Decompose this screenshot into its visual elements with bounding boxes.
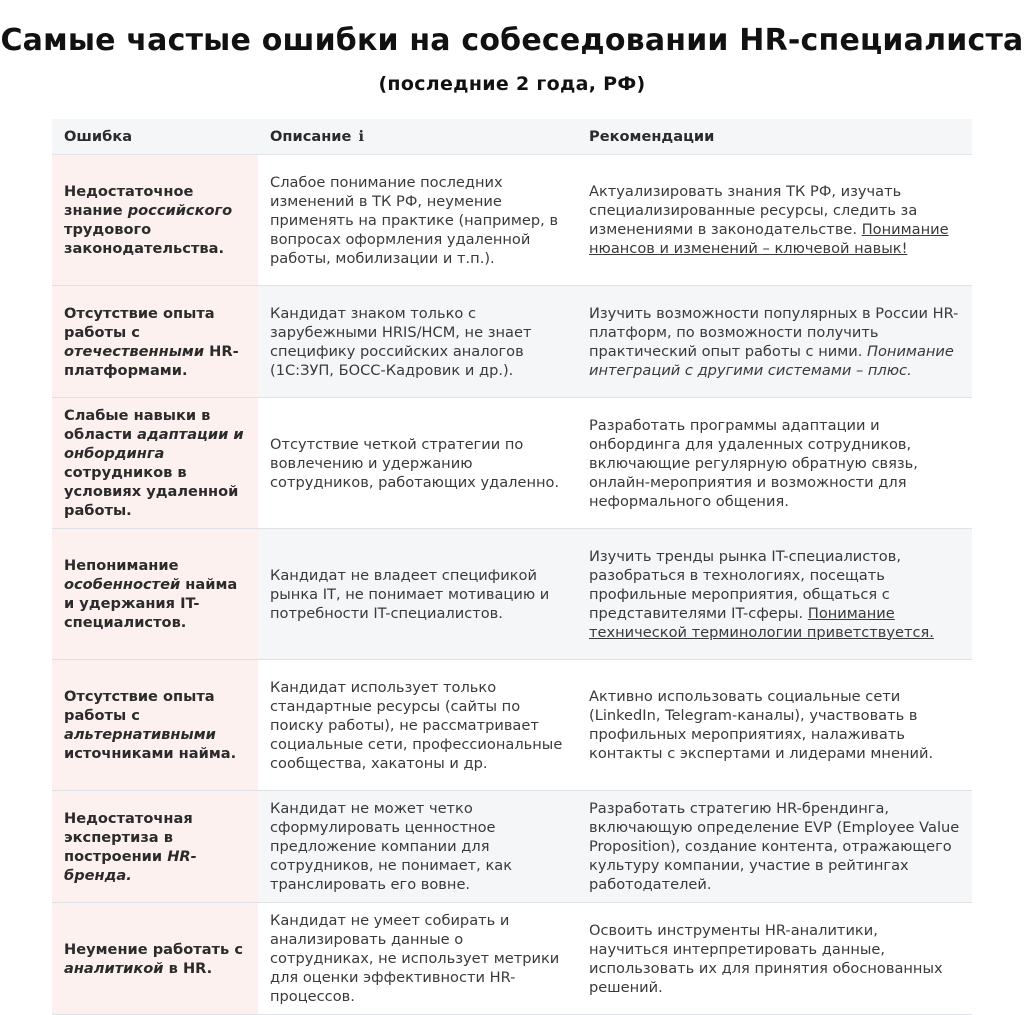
page-title [0,0,1024,104]
description-cell [258,529,577,660]
error-text: Отсутствие опыта работы с [64,304,215,341]
table-row [52,791,972,903]
header-error [52,119,258,155]
header-error-label: Ошибка [64,128,133,145]
table-row [52,286,972,398]
recommendation-cell [577,398,972,529]
recommendation-cell [577,155,972,286]
header-description-label: Описание [270,128,352,145]
description-cell [258,660,577,791]
recommendation-text: Актуализировать знания ТК РФ, изучать специализированные ресурсы, следить за изменениями в законодательстве. [589,183,918,238]
description-text: Кандидат знаком только с зарубежными HRIS/HCM, не знает специфику российских аналогов (1С:ЗУП, БОСС-Кадровик и др.). [270,304,532,379]
error-cell [52,903,258,1015]
description-text: Кандидат не умеет собирать и анализировать данные о сотрудниках, не использует метрики для оценки эффективности HR-процессов. [270,912,560,1005]
recommendation-text: Разработать программы адаптации и онбординга для удаленных сотрудников, включающие регулярную обратную связь, онлайн-мероприятия и возможности для неформального общения. [589,416,918,510]
description-cell [258,155,577,286]
error-text: HR-платформами. [64,342,239,379]
error-text: Неумение работать с [64,940,243,958]
table-header [52,119,972,155]
error-text: сотрудников в условиях удаленной работы. [64,464,239,519]
error-cell [52,791,258,903]
header-recommendations [577,119,972,155]
error-text: источниками найма. [64,745,237,762]
error-text: Недостаточное знание [64,183,194,219]
description-cell [258,791,577,903]
description-cell [258,286,577,398]
error-text: Недостаточная экспертиза в построении [64,809,193,865]
table-row [52,398,972,529]
error-text: Отсутствие опыта работы с [64,688,215,724]
description-text: Отсутствие четкой стратегии по вовлечению и удержанию сотрудников, работающих удаленно. [270,435,560,491]
error-emphasis: особенностей [64,576,181,593]
recommendation-cell [577,903,972,1015]
error-cell [52,398,258,529]
error-text: трудового законодательства. [64,221,225,257]
recommendation-text: Разработать стратегию HR-брендинга, включающую определение EVP (Employee Value Proposition), создание контента, отражающего культуру компании, участие в рейтингах работодателей. [589,800,960,893]
error-emphasis: отечественными [64,342,205,360]
description-cell [258,903,577,1015]
recommendation-text: Изучить тренды рынка IT-специалистов, разобраться в технологиях, посещать профильные мероприятия, общаться с представителями IT-сферы. [589,547,901,622]
header-recommendations-label: Рекомендации [589,128,715,145]
table-row [52,155,972,286]
error-emphasis: аналитикой [64,959,164,977]
table-row [52,903,972,1015]
recommendation-cell [577,529,972,660]
description-text: Кандидат не может четко сформулировать ценностное предложение компании для сотрудников, не понимает, как транслировать его вовне. [270,800,513,893]
table-row [52,529,972,660]
errors-table [52,119,972,1015]
description-text: Слабое понимание последних изменений в ТК РФ, неумение применять на практике (например, в вопросах оформления удаленной работы, мобилизации и т.п.). [270,173,559,267]
recommendation-text: Активно использовать социальные сети (LinkedIn, Telegram-каналы), участвовать в профильных мероприятиях, налаживать контакты с экспертами и лидерами мнений. [589,688,934,762]
error-text: Слабые навыки в области [64,407,211,443]
error-cell [52,660,258,791]
info-icon: ℹ [358,128,365,145]
error-text: Непонимание [64,557,179,574]
recommendation-cell [577,286,972,398]
error-cell [52,155,258,286]
error-text: в HR. [163,959,213,977]
header-row [52,119,972,155]
recommendation-highlight: Понимание интеграций с другими системами – плюс. [589,342,954,379]
table-body [52,155,972,1015]
description-text: Кандидат использует только стандартные ресурсы (сайты по поиску работы), не рассматривает социальные сети, профессиональные сообщества, хакатоны и др. [270,678,563,772]
description-cell [258,398,577,529]
error-text: найма и удержания IT-специалистов. [64,576,238,631]
error-cell [52,286,258,398]
error-emphasis: адаптации и онбординга [64,426,244,462]
recommendation-highlight: Понимание нюансов и изменений – ключевой навык! [589,221,949,257]
recommendation-cell [577,660,972,791]
page-title-main: Самые частые ошибки на собеседовании HR-специалиста [0,23,1024,58]
error-emphasis: российского [127,202,233,219]
page-subtitle: (последние 2 года, РФ) [378,73,646,95]
table-row [52,660,972,791]
error-cell [52,529,258,660]
description-text: Кандидат не владеет спецификой рынка IT, не понимает мотивацию и потребности IT-специалистов. [270,566,550,622]
recommendation-text: Изучить возможности популярных в России HR-платформ, по возможности получить практический опыт работы с ними. [589,304,959,360]
recommendation-highlight: Понимание технической терминологии приветствуется. [589,604,934,641]
recommendation-text: Освоить инструменты HR-аналитики, научиться интерпретировать данные, использовать их для принятия обоснованных решений. [589,921,943,996]
error-emphasis: альтернативными [64,726,216,743]
error-emphasis: HR-бренда. [64,847,197,884]
header-description [258,119,577,155]
recommendation-cell [577,791,972,903]
